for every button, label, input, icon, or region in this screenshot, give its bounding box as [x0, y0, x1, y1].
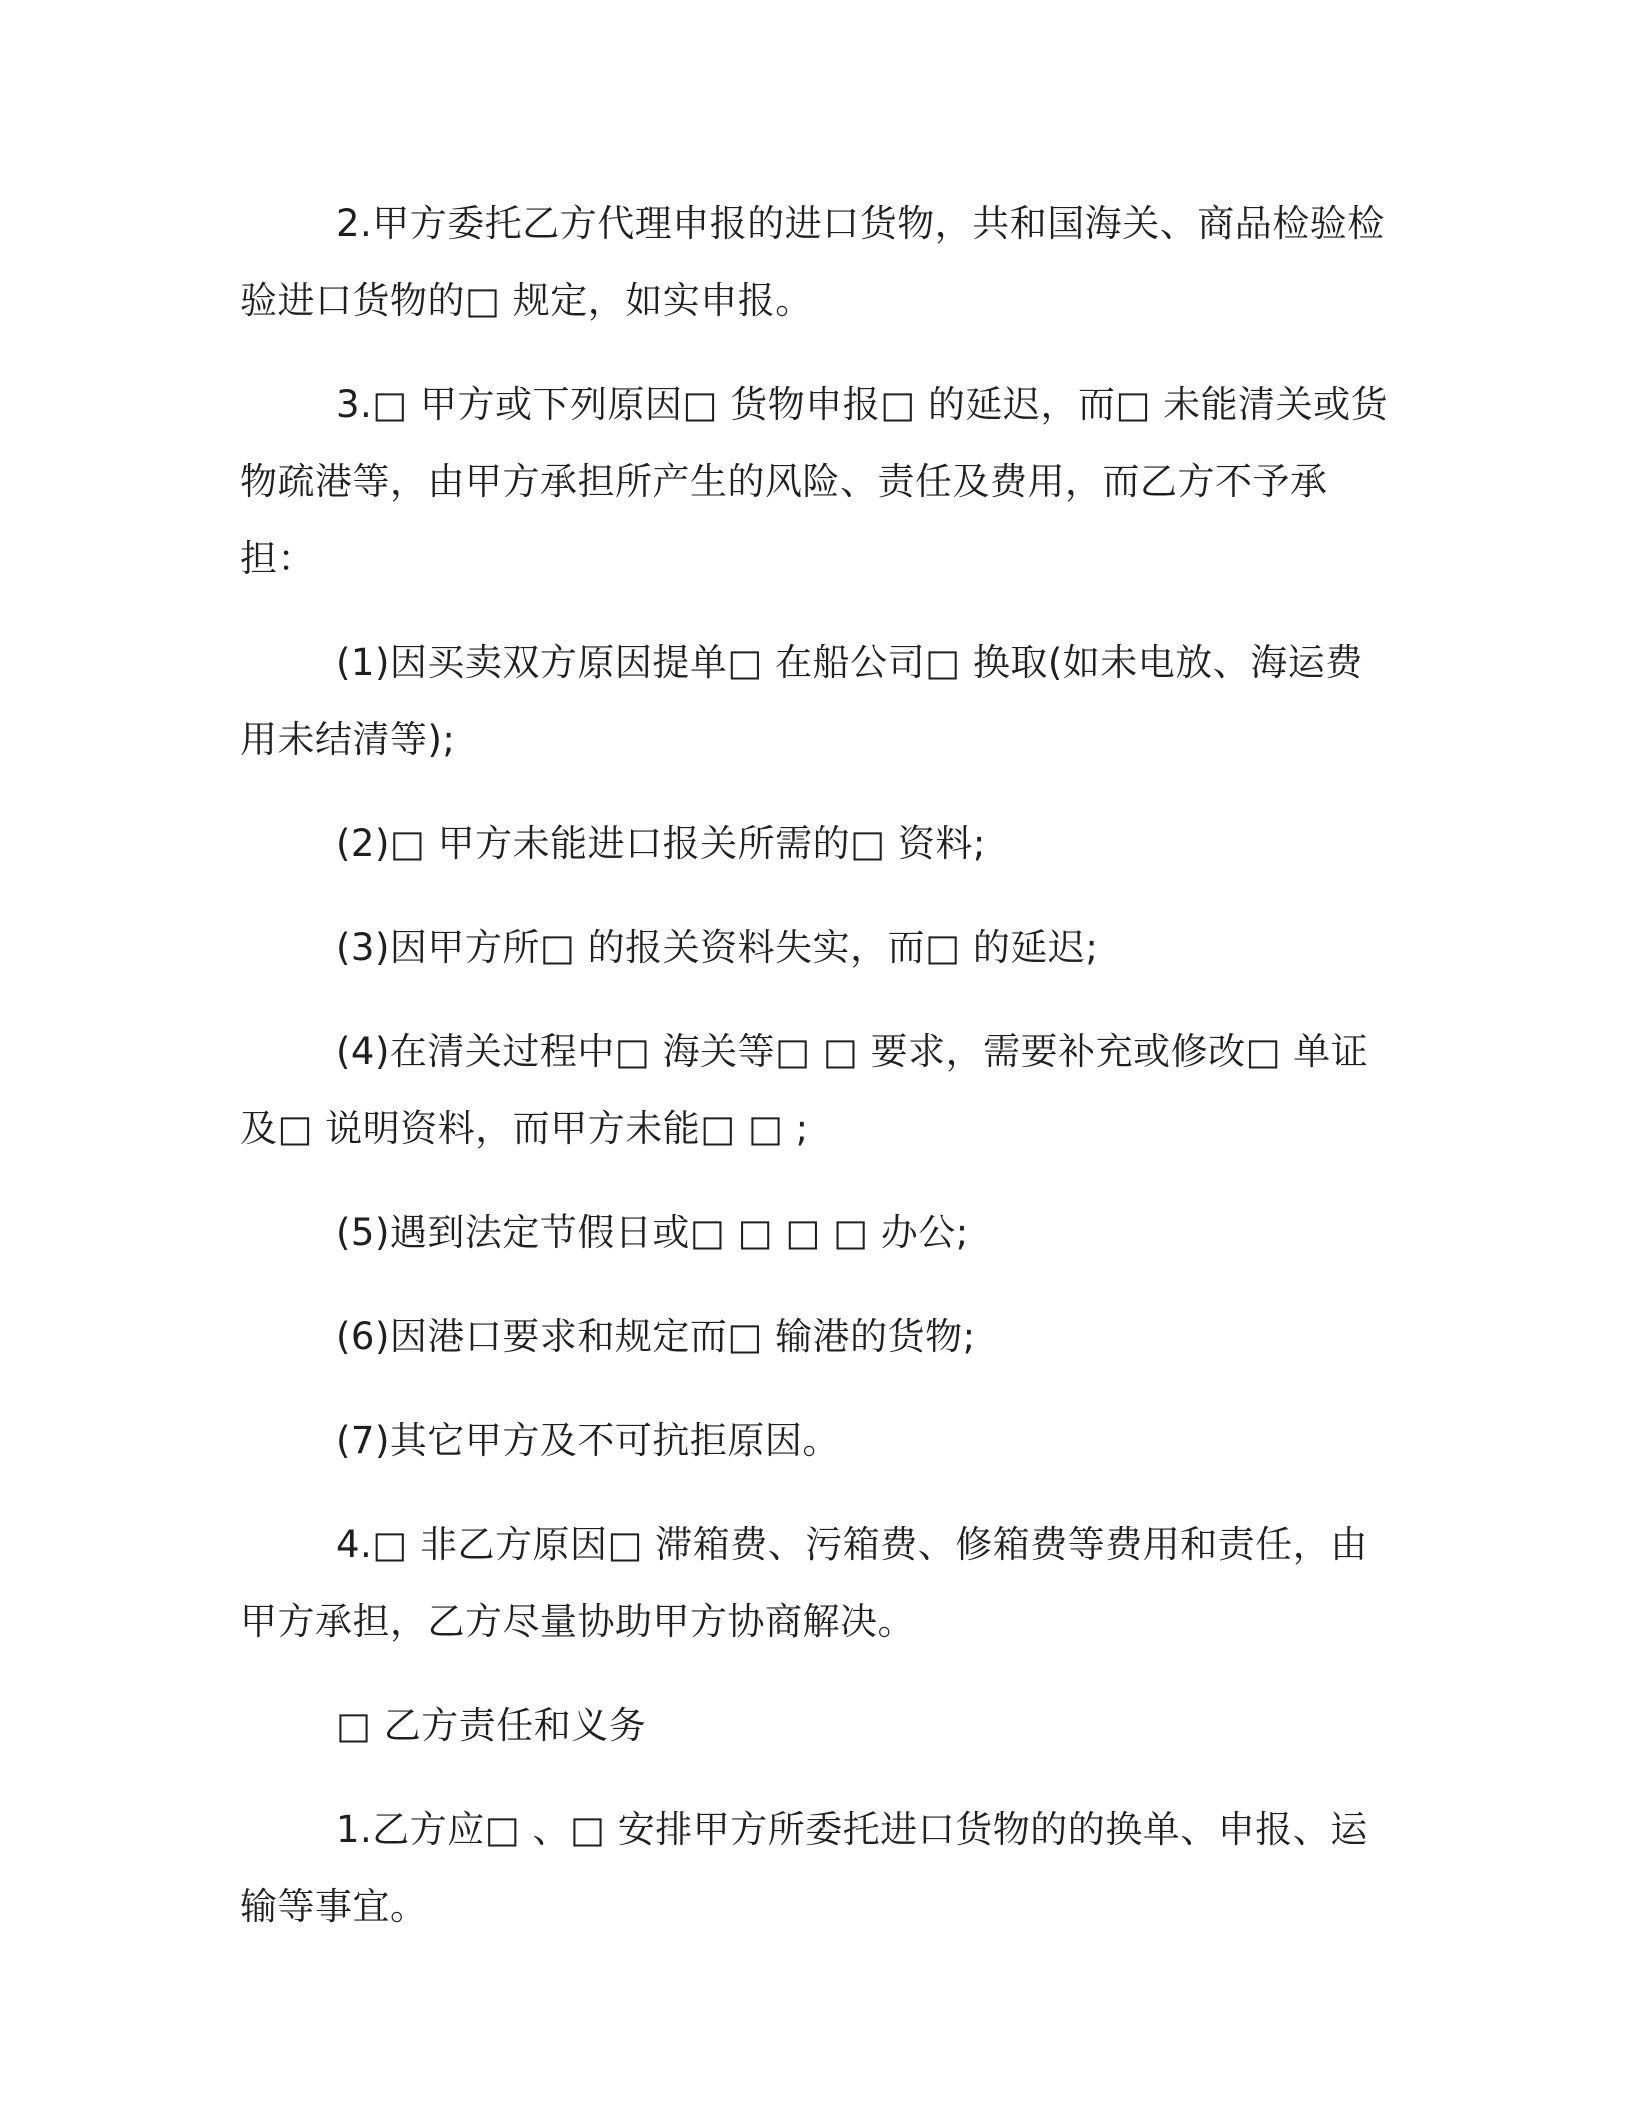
paragraph-clause-3: 3.□ 甲方或下列原因□ 货物申报□ 的延迟，而□ 未能清关或货物疏港等，由甲方承担所产生的风险、责任及费用，而乙方不予承担：: [240, 383, 1389, 580]
paragraph-clause-2: 2.甲方委托乙方代理申报的进口货物，共和国海关、商品检验检验进口货物的□ 规定，如实申报。: [240, 202, 1385, 322]
paragraph-item-6: (6)因港口要求和规定而□ 输港的货物;: [336, 1315, 976, 1358]
paragraph-item-1: (1)因买卖双方原因提单□ 在船公司□ 换取(如未电放、海运费用未结清等);: [240, 641, 1363, 761]
paragraph-item-5: (5)遇到法定节假日或□ □ □ □ 办公;: [336, 1211, 969, 1254]
section-heading-party-b: □ 乙方责任和义务: [336, 1704, 647, 1747]
paragraph-item-7: (7)其它甲方及不可抗拒原因。: [336, 1419, 840, 1462]
paragraph-item-2: (2)□ 甲方未能进口报关所需的□ 资料;: [336, 822, 986, 865]
paragraph-party-b-clause-1: 1.乙方应□ 、□ 安排甲方所委托进口货物的的换单、申报、运输等事宜。: [240, 1808, 1368, 1928]
paragraph-item-4: (4)在清关过程中□ 海关等□ □ 要求，需要补充或修改□ 单证及□ 说明资料，而甲方未能□ □ ;: [240, 1030, 1369, 1150]
document-body: [240, 185, 1390, 1972]
paragraph-item-3: (3)因甲方所□ 的报关资料失实，而□ 的延迟;: [336, 926, 1099, 969]
paragraph-clause-4: 4.□ 非乙方原因□ 滞箱费、污箱费、修箱费等费用和责任，由甲方承担，乙方尽量协助甲方协商解决。: [240, 1523, 1368, 1643]
